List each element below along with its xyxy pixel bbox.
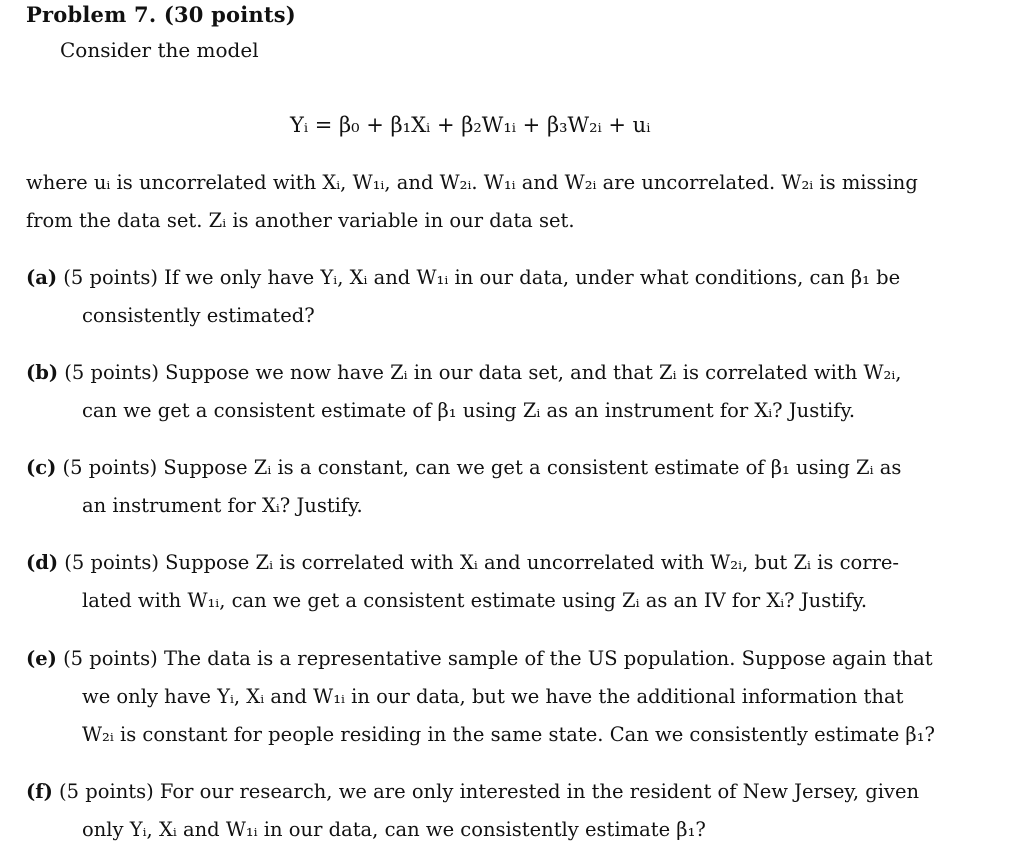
question-text: an instrument for Xᵢ? Justify. bbox=[82, 494, 363, 517]
model-equation: Yᵢ = β₀ + β₁Xᵢ + β₂W₁ᵢ + β₃W₂ᵢ + uᵢ bbox=[290, 113, 651, 137]
question-f bbox=[26, 773, 956, 849]
question-b bbox=[26, 354, 956, 430]
question-text: W₂ᵢ is constant for people residing in the same state. Can we consistently estimate β₁? bbox=[82, 723, 935, 746]
question-label: (c) bbox=[26, 456, 57, 479]
question-label: (e) bbox=[26, 647, 57, 670]
question-text: we only have Yᵢ, Xᵢ and W₁ᵢ in our data, but we have the additional information that bbox=[82, 685, 904, 708]
question-d bbox=[26, 544, 956, 620]
question-label: (f) bbox=[26, 780, 53, 803]
question-text: only Yᵢ, Xᵢ and W₁ᵢ in our data, can we consistently estimate β₁? bbox=[82, 818, 706, 841]
question-text: (5 points) Suppose Zᵢ is correlated with Xᵢ and uncorrelated with W₂ᵢ, but Zᵢ is corre- bbox=[64, 551, 900, 574]
question-text: (5 points) The data is a representative sample of the US population. Suppose again that bbox=[63, 647, 933, 670]
question-e bbox=[26, 640, 956, 754]
question-text: consistently estimated? bbox=[82, 304, 315, 327]
question-text: (5 points) Suppose Zᵢ is a constant, can we get a consistent estimate of β₁ using Zᵢ as bbox=[62, 456, 902, 479]
question-label: (d) bbox=[26, 551, 59, 574]
question-text: can we get a consistent estimate of β₁ using Zᵢ as an instrument for Xᵢ? Justify. bbox=[82, 399, 856, 422]
question-text: (5 points) Suppose we now have Zᵢ in our data set, and that Zᵢ is correlated with W₂ᵢ, bbox=[64, 361, 902, 384]
question-text: (5 points) If we only have Yᵢ, Xᵢ and W₁ᵢ in our data, under what conditions, can β₁ be bbox=[63, 266, 901, 289]
question-a bbox=[26, 259, 956, 335]
context-line: from the data set. Zᵢ is another variable in our data set. bbox=[26, 209, 575, 232]
model-context bbox=[26, 164, 946, 240]
question-text: lated with W₁ᵢ, can we get a consistent estimate using Zᵢ as an IV for Xᵢ? Justify. bbox=[82, 589, 868, 612]
problem-intro: Consider the model bbox=[60, 38, 259, 62]
problem-title: Problem 7. (30 points) bbox=[26, 2, 296, 27]
question-c bbox=[26, 449, 956, 525]
question-label: (b) bbox=[26, 361, 59, 384]
context-line: where uᵢ is uncorrelated with Xᵢ, W₁ᵢ, and W₂ᵢ. W₁ᵢ and W₂ᵢ are uncorrelated. W₂ᵢ is missing bbox=[26, 171, 918, 194]
question-text: (5 points) For our research, we are only interested in the resident of New Jersey, given bbox=[59, 780, 920, 803]
question-label: (a) bbox=[26, 266, 58, 289]
